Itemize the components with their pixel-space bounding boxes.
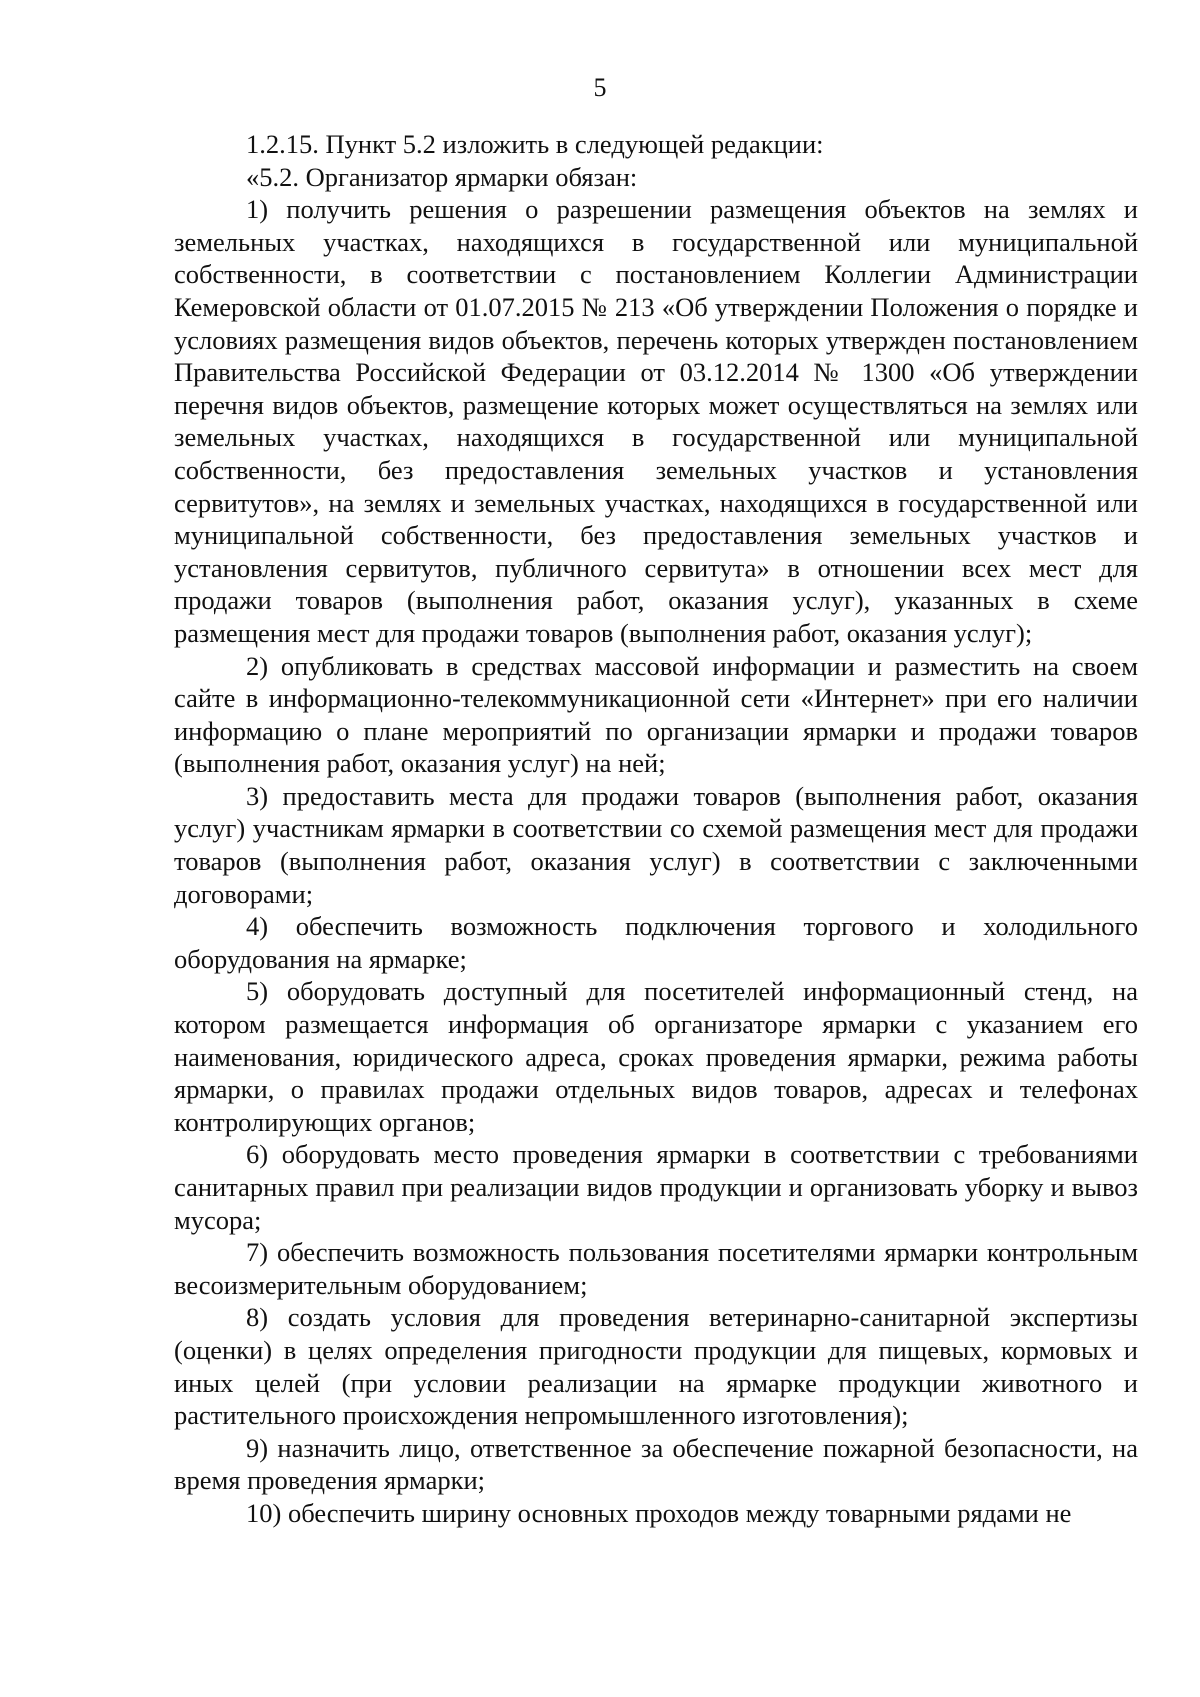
list-item-5: 5) оборудовать доступный для посетителей информационный стенд, на котором размещается информация об организаторе ярмарки с указанием его наименования, юридического адреса, сроках проведения ярмарки, режима работы ярмарки, о правилах продажи отдельных видов товаров, адресах и телефонах контролирующих органов; xyxy=(174,976,1138,1137)
list-item-1: 1) получить решения о разрешении размещения объектов на землях и земельных участках, находящихся в государственной или муниципальной собственности, в соответствии с постановлением Коллегии Администрации Кемеровской области от 01.07.2015 № 213 «Об утверждении Положения о порядке и условиях размещения видов объектов, перечень которых утвержден постановлением Правительства Российской Федерации от 03.12.2014 № 1300 «Об утверждении перечня видов объектов, размещение которых может осуществляться на землях или земельных участках, находящихся в государственной или муниципальной собственности, без предоставления земельных участков и установления сервитутов», на землях и земельных участках, находящихся в государственной или муниципальной собственности, без предоставления земельных участков и установления сервитутов, публичного сервитута» в отношении всех мест для продажи товаров (выполнения работ, оказания услуг), указанных в схеме размещения мест для продажи товаров (выполнения работ, оказания услуг); xyxy=(174,194,1138,648)
list-item-4: 4) обеспечить возможность подключения торгового и холодильного оборудования на ярмарке; xyxy=(174,911,1138,974)
list-item-7: 7) обеспечить возможность пользования посетителями ярмарки контрольным весоизмерительным оборудованием; xyxy=(174,1237,1138,1300)
document-body xyxy=(174,128,1138,1530)
list-item-6: 6) оборудовать место проведения ярмарки в соответствии с требованиями санитарных правил при реализации видов продукции и организовать уборку и вывоз мусора; xyxy=(174,1139,1138,1235)
page-number: 5 xyxy=(593,73,607,102)
list-item-9: 9) назначить лицо, ответственное за обеспечение пожарной безопасности, на время проведения ярмарки; xyxy=(174,1432,1138,1496)
paragraph-organizer-obligations: «5.2. Организатор ярмарки обязан: xyxy=(246,161,638,192)
list-item-2: 2) опубликовать в средствах массовой информации и разместить на своем сайте в информационно-телекоммуникационной сети «Интернет» при его наличии информацию о плане мероприятий по организации ярмарки и продажи товаров (выполнения работ, оказания услуг) на ней; xyxy=(174,650,1138,779)
list-item-3: 3) предоставить места для продажи товаров (выполнения работ, оказания услуг) участникам ярмарки в соответствии со схемой размещения мест для продажи товаров (выполнения работ, оказания услуг) в соответствии с заключенными договорами; xyxy=(174,780,1138,909)
list-item-10: 10) обеспечить ширину основных проходов между товарными рядами не xyxy=(246,1497,1072,1528)
paragraph-amendment-heading: 1.2.15. Пункт 5.2 изложить в следующей редакции: xyxy=(246,129,824,159)
list-item-8: 8) создать условия для проведения ветеринарно-санитарной экспертизы (оценки) в целях определения пригодности продукции для пищевых, кормовых и иных целей (при условии реализации на ярмарке продукции животного и растительного происхождения непромышленного изготовления); xyxy=(174,1302,1138,1431)
